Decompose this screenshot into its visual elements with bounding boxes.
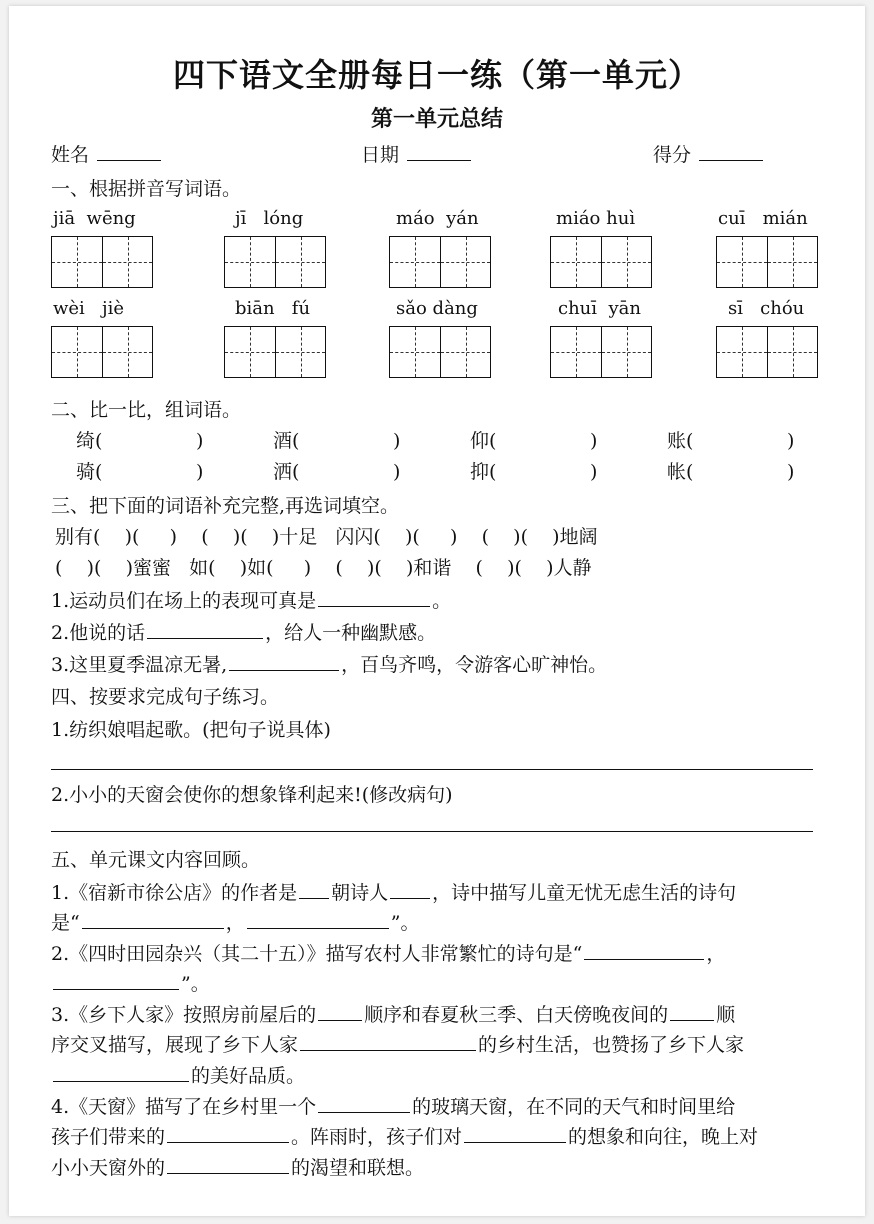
review-question-4-cont: 孩子们带来的 。阵雨时，孩子们对 的想象和向往，晚上对 <box>51 1126 759 1148</box>
review-question-4-cont2: 小小天窗外的 的渴望和联想。 <box>51 1157 425 1179</box>
answer-line[interactable] <box>51 769 813 770</box>
review-question-1-cont: 是“ ， ”。 <box>51 912 420 934</box>
writing-grid[interactable] <box>224 326 326 378</box>
idiom-line-1: 别有( )( ) ( )( )十足 闪闪( )( ) ( )( )地阔 <box>55 526 598 548</box>
writing-grid[interactable] <box>550 326 652 378</box>
writing-grid[interactable] <box>550 236 652 288</box>
answer-blank[interactable] <box>229 652 339 671</box>
pinyin: cuī mián <box>718 208 808 229</box>
writing-grid[interactable] <box>51 236 153 288</box>
answer-line[interactable] <box>51 831 813 832</box>
answer-blank[interactable] <box>147 620 263 639</box>
compare-item: 骑( ) <box>76 461 204 483</box>
worksheet-page <box>9 6 865 1216</box>
answer-blank[interactable] <box>167 1155 289 1174</box>
answer-blank[interactable] <box>300 1032 476 1051</box>
review-question-3: 3.《乡下人家》按照房前屋后的 顺序和春夏秋三季、白天傍晚夜间的 顺 <box>51 1004 736 1026</box>
compare-item: 帐( ) <box>667 461 795 483</box>
pinyin: biān fú <box>235 298 311 319</box>
answer-blank[interactable] <box>584 941 704 960</box>
review-question-1: 1.《宿新市徐公店》的作者是 朝诗人 ，诗中描写儿童无忧无虑生活的诗句 <box>51 882 737 904</box>
pinyin: chuī yān <box>558 298 641 319</box>
name-field: 姓名 <box>51 142 163 167</box>
page-title: 四下语文全册每日一练（第一单元） <box>172 56 701 94</box>
review-question-2-cont: ”。 <box>51 971 210 996</box>
compare-item: 酒( ) <box>273 430 401 452</box>
score-field: 得分 <box>653 142 765 167</box>
name-blank[interactable] <box>97 142 161 161</box>
pinyin: wèi jiè <box>53 298 124 319</box>
answer-blank[interactable] <box>464 1124 566 1143</box>
review-question-4: 4.《天窗》描写了在乡村里一个 的玻璃天窗，在不同的天气和时间里给 <box>51 1096 736 1118</box>
pinyin: sǎo dàng <box>396 298 478 319</box>
answer-blank[interactable] <box>82 910 224 929</box>
sentence-question-1: 1.纺织娘唱起歌。(把句子说具体) <box>51 719 331 741</box>
section3-heading: 三、把下面的词语补充完整,再选词填空。 <box>51 495 400 517</box>
answer-blank[interactable] <box>299 880 329 899</box>
pinyin: jiā wēng <box>53 208 136 229</box>
compare-item: 抑( ) <box>470 461 598 483</box>
section1-heading: 一、根据拼音写词语。 <box>51 178 242 200</box>
answer-blank[interactable] <box>390 880 430 899</box>
review-question-2: 2.《四时田园杂兴（其二十五）》描写农村人非常繁忙的诗句是“ ， <box>51 943 726 965</box>
writing-grid[interactable] <box>716 326 818 378</box>
answer-blank[interactable] <box>53 1063 189 1082</box>
fill-question-2: 2.他说的话 ，给人一种幽默感。 <box>51 622 437 644</box>
writing-grid[interactable] <box>51 326 153 378</box>
pinyin: miáo huì <box>556 208 636 229</box>
section5-heading: 五、单元课文内容回顾。 <box>51 849 261 871</box>
date-blank[interactable] <box>407 142 471 161</box>
pinyin: jī lóng <box>235 208 304 229</box>
fill-question-1: 1.运动员们在场上的表现可真是 。 <box>51 590 452 612</box>
fill-question-3: 3.这里夏季温凉无暑, ，百鸟齐鸣，令游客心旷神怡。 <box>51 654 608 676</box>
writing-grid[interactable] <box>389 326 491 378</box>
sentence-question-2: 2.小小的天窗会使你的想象锋利起来!(修改病句) <box>51 784 453 806</box>
review-question-3-cont2: 的美好品质。 <box>51 1063 305 1088</box>
pinyin: máo yán <box>396 208 479 229</box>
answer-blank[interactable] <box>53 971 179 990</box>
date-field: 日期 <box>361 142 473 167</box>
idiom-line-2: ( )( )蜜蜜 如( )如( ) ( )( )和谐 ( )( )人静 <box>55 557 592 579</box>
writing-grid[interactable] <box>224 236 326 288</box>
review-question-3-cont: 序交叉描写，展现了乡下人家 的乡村生活，也赞扬了乡下人家 <box>51 1034 745 1056</box>
compare-item: 绮( ) <box>76 430 204 452</box>
answer-blank[interactable] <box>167 1124 289 1143</box>
answer-blank[interactable] <box>670 1002 714 1021</box>
pinyin: sī chóu <box>728 298 805 319</box>
writing-grid[interactable] <box>389 236 491 288</box>
page-subtitle: 第一单元总结 <box>370 106 503 132</box>
section4-heading: 四、按要求完成句子练习。 <box>51 686 280 708</box>
score-blank[interactable] <box>699 142 763 161</box>
compare-item: 洒( ) <box>273 461 401 483</box>
answer-blank[interactable] <box>318 588 430 607</box>
writing-grid[interactable] <box>716 236 818 288</box>
compare-item: 账( ) <box>667 430 795 452</box>
answer-blank[interactable] <box>318 1002 362 1021</box>
section2-heading: 二、比一比，组词语。 <box>51 399 242 421</box>
compare-item: 仰( ) <box>470 430 598 452</box>
answer-blank[interactable] <box>247 910 389 929</box>
answer-blank[interactable] <box>318 1094 410 1113</box>
